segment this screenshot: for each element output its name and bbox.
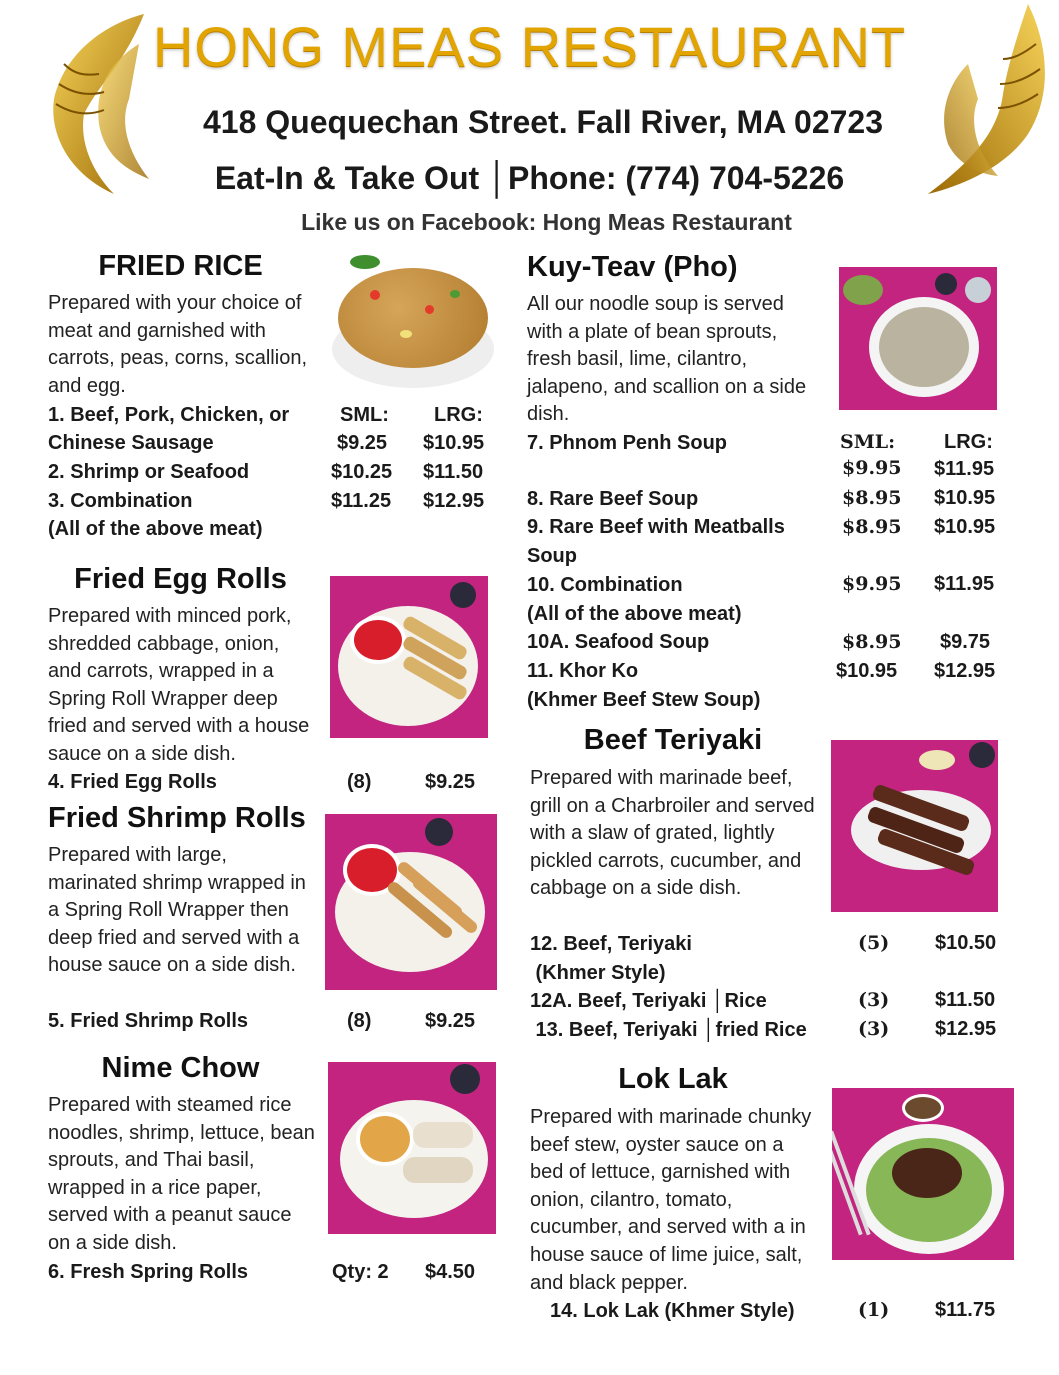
menu-item-1-name-cont: Chinese Sausage	[48, 432, 214, 454]
menu-item-3-name-cont: (All of the above meat)	[48, 518, 263, 540]
menu-item-10-sml-price: $9.95	[842, 573, 902, 595]
fried-rice-heading: FRIED RICE	[98, 250, 263, 282]
menu-item-2-name: 2. Shrimp or Seafood	[48, 461, 250, 483]
menu-item-5-name: 5. Fried Shrimp Rolls	[48, 1010, 249, 1032]
menu-item-12-name-cont: (Khmer Style)	[530, 962, 666, 984]
fried-rice-sml-label: SML:	[340, 404, 389, 426]
menu-item-8-lrg-price: $10.95	[934, 487, 996, 509]
menu-item-10-name-cont: (All of the above meat)	[527, 603, 742, 625]
pho-description: All our noodle soup is served with a plate of bean sprouts, fresh basil, lime, cilantro, jalapeno, and scallion on a side dish.	[527, 293, 807, 426]
menu-item-7-lrg-price: $11.95	[934, 458, 995, 480]
menu-item-12a-price: $11.50	[935, 989, 996, 1011]
menu-item-14-price: $11.75	[935, 1299, 996, 1321]
shrimp-rolls-photo	[325, 814, 497, 990]
menu-item-11-name-cont: (Khmer Beef Stew Soup)	[527, 689, 761, 711]
menu-item-1-lrg-price: $10.95	[423, 432, 485, 454]
menu-item-12-qty: (5)	[858, 932, 890, 954]
menu-item-3-name: 3. Combination	[48, 490, 193, 512]
menu-item-13-price: $12.95	[935, 1018, 997, 1040]
menu-item-13-name: 13. Beef, Teriyaki │fried Rice	[530, 1019, 807, 1041]
menu-item-10a-lrg-price: $9.75	[940, 631, 991, 653]
pho-lrg-label: LRG:	[944, 431, 993, 453]
teriyaki-photo	[831, 740, 998, 912]
fried-rice-photo	[330, 250, 496, 390]
menu-item-14-qty: (1)	[858, 1299, 890, 1321]
teriyaki-description: Prepared with marinade beef, grill on a Charbroiler and served with a slaw of grated, lightly pickled carrots, cucumber, and cabbage on a side dish.	[530, 767, 815, 900]
menu-item-10a-name: 10A. Seafood Soup	[527, 631, 710, 653]
menu-item-8-sml-price: $8.95	[842, 487, 902, 509]
menu-item-2-sml-price: $10.25	[331, 461, 393, 483]
menu-item-4-price: $9.25	[425, 771, 476, 793]
fried-rice-lrg-label: LRG:	[434, 404, 483, 426]
pho-photo	[839, 267, 997, 410]
menu-item-8-name: 8. Rare Beef Soup	[527, 488, 699, 510]
menu-item-3-sml-price: $11.25	[331, 490, 392, 512]
menu-item-11-sml-price: $10.95	[836, 660, 898, 682]
menu-item-9-sml-price: $8.95	[842, 516, 902, 538]
menu-item-4-name: 4. Fried Egg Rolls	[48, 771, 217, 793]
shrimp-rolls-heading: Fried Shrimp Rolls	[48, 802, 306, 834]
menu-item-1-name: 1. Beef, Pork, Chicken, or	[48, 404, 290, 426]
menu-item-11-name: 11. Khor Ko	[527, 660, 639, 682]
menu-item-7-sml-price: $9.95	[842, 457, 902, 479]
menu-item-10-name: 10. Combination	[527, 574, 683, 596]
fried-rice-description: Prepared with your choice of meat and garnished with carrots, peas, corns, scallion, and egg.	[48, 292, 307, 397]
menu-item-10-lrg-price: $11.95	[934, 573, 995, 595]
menu-item-12-price: $10.50	[935, 932, 997, 954]
menu-item-11-lrg-price: $12.95	[934, 660, 996, 682]
menu-item-6-price: $4.50	[425, 1261, 476, 1283]
egg-rolls-heading: Fried Egg Rolls	[74, 563, 287, 595]
teriyaki-heading: Beef Teriyaki	[583, 724, 763, 756]
nime-chow-photo	[328, 1062, 496, 1234]
menu-item-3-lrg-price: $12.95	[423, 490, 485, 512]
pho-sml-label: SML:	[840, 431, 896, 453]
menu-item-10a-sml-price: $8.95	[842, 631, 902, 653]
menu-item-2-lrg-price: $11.50	[423, 461, 484, 483]
lok-lak-description: Prepared with marinade chunky beef stew, oyster sauce on a bed of lettuce, garnished with onion, cilantro, tomato, cucumber, and served with a in house sauce of lime juice, salt, and black pepper.	[530, 1106, 812, 1294]
menu-item-5-price: $9.25	[425, 1010, 476, 1032]
egg-rolls-photo	[330, 576, 488, 738]
menu-item-12a-name: 12A. Beef, Teriyaki │Rice	[530, 990, 767, 1012]
menu-item-7-name: 7. Phnom Penh Soup	[527, 432, 728, 454]
nime-chow-description: Prepared with steamed rice noodles, shrimp, lettuce, bean sprouts, and Thai basil, wrapped in a rice paper, served with a peanut sauce on a side dish.	[48, 1094, 315, 1254]
lok-lak-photo	[832, 1088, 1014, 1260]
menu-item-12-name: 12. Beef, Teriyaki	[530, 933, 692, 955]
lok-lak-heading: Lok Lak	[618, 1063, 728, 1095]
restaurant-address: 418 Quequechan Street. Fall River, MA 02723	[203, 104, 883, 140]
menu-item-9-lrg-price: $10.95	[934, 516, 996, 538]
menu-item-1-sml-price: $9.25	[337, 432, 388, 454]
facebook-line: Like us on Facebook: Hong Meas Restaurant	[301, 209, 792, 235]
restaurant-title: HONG MEAS RESTAURANT	[152, 15, 907, 78]
menu-item-12a-qty: (3)	[858, 989, 890, 1011]
menu-item-14-name: 14. Lok Lak (Khmer Style)	[550, 1300, 795, 1322]
menu-item-6-name: 6. Fresh Spring Rolls	[48, 1261, 249, 1283]
menu-item-6-qty: Qty: 2	[332, 1261, 389, 1283]
menu-item-5-qty: (8)	[347, 1010, 372, 1032]
menu-item-9-name: 9. Rare Beef with Meatballs	[527, 516, 785, 538]
egg-rolls-description: Prepared with minced pork, shredded cabbage, onion, and carrots, wrapped in a Spring Roll Wrapper deep fried and served with a house sauce on a side dish.	[48, 605, 310, 765]
menu-item-4-qty: (8)	[347, 771, 372, 793]
phone-line: Eat-In & Take Out │Phone: (774) 704-5226	[214, 160, 845, 196]
pho-heading: Kuy-Teav (Pho)	[527, 251, 738, 283]
menu-item-13-qty: (3)	[858, 1018, 890, 1040]
nime-chow-heading: Nime Chow	[101, 1052, 260, 1084]
shrimp-rolls-description: Prepared with large, marinated shrimp wrapped in a Spring Roll Wrapper then deep fried and served with a house sauce on a side dish.	[48, 844, 306, 977]
menu-item-9-name-cont: Soup	[527, 545, 577, 567]
